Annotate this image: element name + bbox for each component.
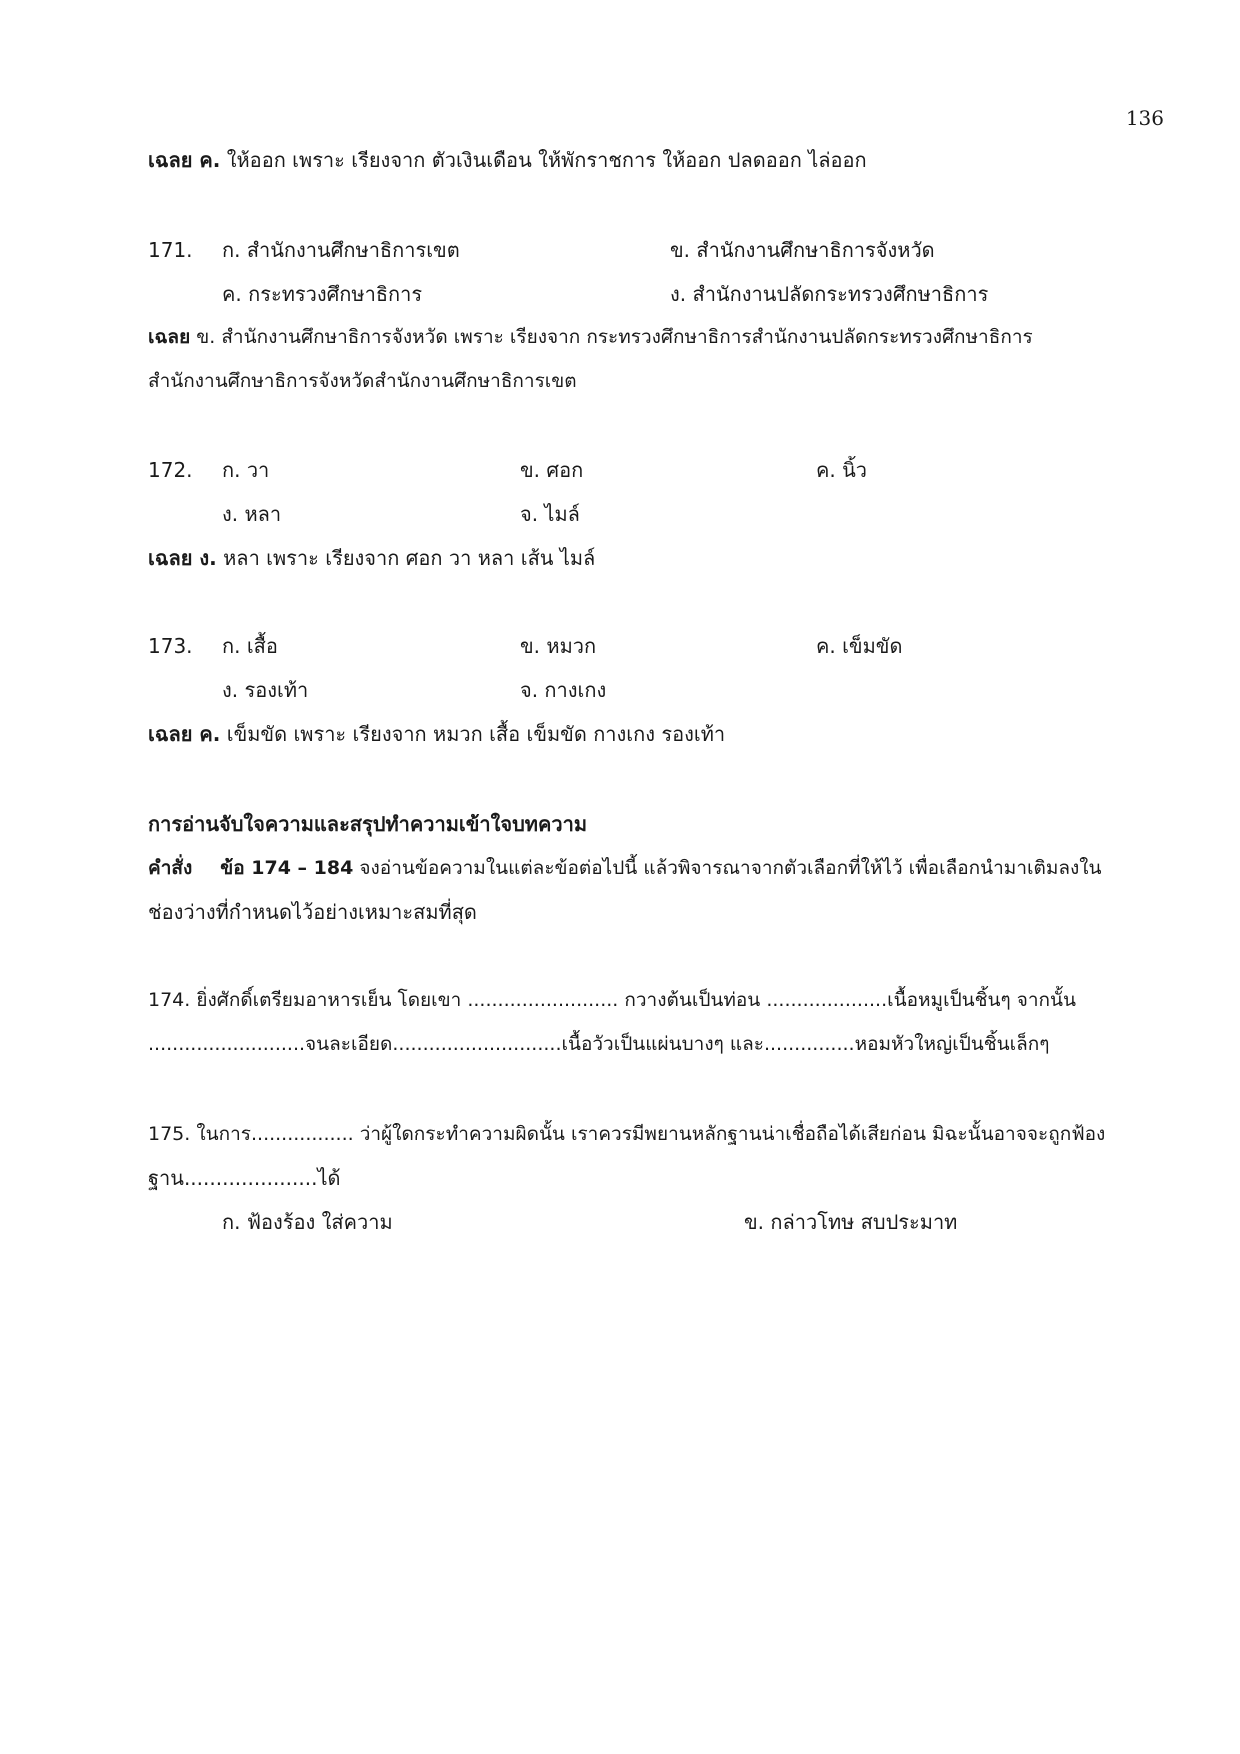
question-175-line-1: 175. ในการ................. ว่าผู้ใดกระทำความผิดนั้น เราควรมีพยานหลักฐานน่าเชื่อถือได้เสียก่อน มิฉะนั้นอาจจะถูกฟ้อง xyxy=(148,1123,1106,1145)
option: จ. ไมล์ xyxy=(520,502,580,526)
answer-173 xyxy=(148,720,725,748)
option: ก. เสื้อ xyxy=(222,634,278,658)
answer-label: เฉลย ค. xyxy=(148,722,221,746)
answer-label: เฉลย ค. xyxy=(148,148,221,172)
page-number: 136 xyxy=(1125,106,1164,130)
question-number: 171. xyxy=(148,238,193,262)
answer-text: ข. สำนักงานศึกษาธิการจังหวัด เพราะ เรียงจาก กระทรวงศึกษาธิการสำนักงานปลัดกระทรวงศึกษาธิการ xyxy=(190,326,1033,348)
instruction-text: จงอ่านข้อความในแต่ละข้อต่อไปนี้ แล้วพิจารณาจากตัวเลือกที่ให้ไว้ เพื่อเลือกนำมาเติมลงใน xyxy=(353,857,1102,879)
section-instruction xyxy=(148,854,1102,882)
answer-text-continued: สำนักงานศึกษาธิการจังหวัดสำนักงานศึกษาธิการเขต xyxy=(148,370,577,392)
option: ง. สำนักงานปลัดกระทรวงศึกษาธิการ xyxy=(670,282,989,306)
option: ค. นิ้ว xyxy=(816,458,867,482)
option: ค. กระทรวงศึกษาธิการ xyxy=(222,282,423,306)
answer-171 xyxy=(148,323,1033,351)
answer-label: เฉลย ง. xyxy=(148,546,217,570)
option: จ. กางเกง xyxy=(520,678,607,702)
question-174-line-2: ..........................จนละเอียด............................เนื้อวัวเป็นแผ่นบางๆ และ...............หอมหัวใหญ่เป็นชิ้นเล็กๆ xyxy=(148,1033,1050,1055)
answer-170 xyxy=(148,146,867,174)
option: ก. สำนักงานศึกษาธิการเขต xyxy=(222,238,460,262)
option: ข. สำนักงานศึกษาธิการจังหวัด xyxy=(670,238,935,262)
option: ข. ศอก xyxy=(520,458,584,482)
option: ข. กล่าวโทษ สบประมาท xyxy=(744,1210,958,1234)
question-number: 173. xyxy=(148,634,193,658)
option: ง. รองเท้า xyxy=(222,678,309,702)
option: ข. หมวก xyxy=(520,634,597,658)
question-174-line-1: 174. ยิ่งศักดิ์เตรียมอาหารเย็น โดยเขา ......................... กวางต้นเป็นท่อน ....................เนื้อหมูเป็นชิ้นๆ จากนั้น xyxy=(148,989,1077,1011)
question-number: 172. xyxy=(148,458,193,482)
answer-text: ให้ออก เพราะ เรียงจาก ตัวเงินเดือน ให้พักราชการ ให้ออก ปลดออก ไล่ออก xyxy=(220,148,867,172)
option: ก. ฟ้องร้อง ใส่ความ xyxy=(222,1210,393,1234)
instruction-range: ข้อ 174 – 184 xyxy=(220,857,354,879)
answer-text: เข็มขัด เพราะ เรียงจาก หมวก เสื้อ เข็มขัด กางเกง รองเท้า xyxy=(220,722,726,746)
instruction-label: คำสั่ง xyxy=(148,857,193,879)
option: ค. เข็มขัด xyxy=(816,634,903,658)
instruction-text-continued: ช่องว่างที่กำหนดไว้อย่างเหมาะสมที่สุด xyxy=(148,900,477,924)
section-title: การอ่านจับใจความและสรุปทำความเข้าใจบทความ xyxy=(148,812,588,836)
question-175-line-2: ฐาน.....................ได้ xyxy=(148,1166,341,1190)
option: ง. หลา xyxy=(222,502,282,526)
answer-text: หลา เพราะ เรียงจาก ศอก วา หลา เส้น ไมล์ xyxy=(216,546,596,570)
option: ก. วา xyxy=(222,458,270,482)
answer-172 xyxy=(148,544,595,572)
answer-label: เฉลย xyxy=(148,326,191,348)
